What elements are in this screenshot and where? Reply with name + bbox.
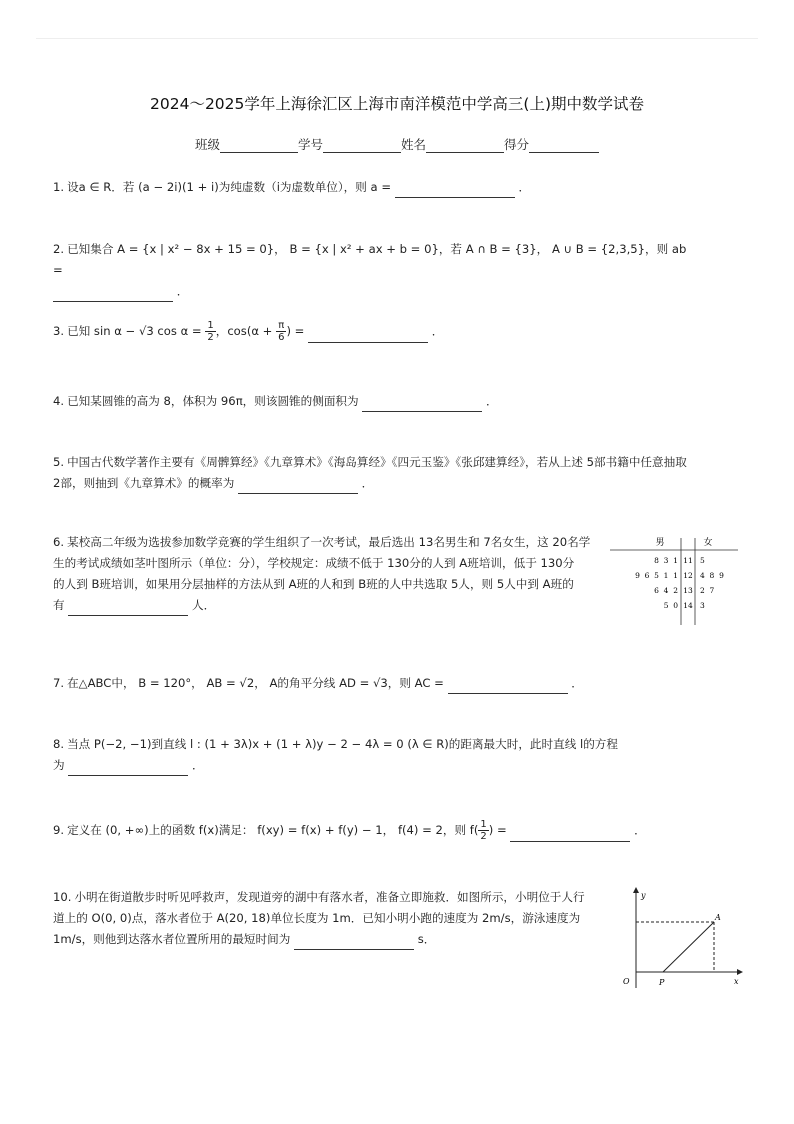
leaf-right: 2 7 [700,586,715,595]
id-label: 学号 [297,137,323,152]
answer-blank-10[interactable] [294,937,414,950]
id-field[interactable] [323,140,401,153]
class-field[interactable] [220,140,298,153]
answer-blank-7[interactable] [448,681,568,694]
question-6: 6. 某校高二年级为选拔参加数学竞赛的学生组织了一次考试，最后选出 13名男生和 7名女生，这 20名学 生的考试成绩如茎叶图所示（单位：分），学校规定：成绩不低于 130分的人到 A班培训，低于 130分 的人到 B班培训，如果用分层抽样的方法从到 A班的人和到 B班的人中共选取 5人，则 5人中到 A班的 有 人． [53,532,603,616]
question-2: 2. 已知集合 A = {x | x² − 8x + 15 = 0}， B = {x | x² + ax + b = 0}，若 A ∩ B = {3}， A ∪ B = {2,3,5}，则 ab = ． [53,239,693,302]
answer-blank-4[interactable] [362,399,482,412]
score-field[interactable] [529,140,599,153]
stem-value: 13 [683,586,693,595]
question-5: 5. 中国古代数学著作主要有《周髀算经》《九章算术》《海岛算经》《四元玉鉴》《张邱建算经》，若从上述 5部书籍中任意抽取 2部，则抽到《九章算术》的概率为 ． [53,452,753,494]
question-text: 已知某圆锥的高为 8，体积为 96π，则该圆锥的侧面积为 [67,394,359,408]
fraction: $\frac{1}{2}$ [480,819,487,842]
top-rule [36,38,758,39]
question-9: 9. 定义在 (0, +∞)上的函数 f(x)满足： f(xy) = f(x) + f(y) − 1， f(4) = 2，则 $f(\frac{1}{2})$ = ． [53,819,646,842]
leaf-left: 5 0 [663,601,678,610]
leaf-right: 5 [700,556,705,565]
origin-label: O [623,977,630,986]
answer-blank-6[interactable] [68,603,188,616]
x-axis-label: x [734,977,739,986]
question-1: 1. 设a ∈ R．若 (a − 2i)(1 + i)为纯虚数（i为虚数单位），则 a = ． [53,177,530,198]
answer-blank-5[interactable] [238,481,358,494]
question-text: 设a ∈ R．若 (a − 2i)(1 + i)为纯虚数（i为虚数单位），则 a = [67,180,392,194]
header-male: 男 [655,538,665,548]
page-title: 2024～2025学年上海徐汇区上海市南洋模范中学高三(上)期中数学试卷 [150,95,644,113]
question-10: 10. 小明在街道散步时听见呼救声，发现道旁的湖中有落水者，准备立即施救．如图所示，小明位于人行 道上的 O(0, 0)点，落水者位于 A(20, 18)单位长度为 1m．已知小明小跑的速度为 2m/s，游泳速度为 1m/s，则他到达落水者位置所用的最短时间为 s． [53,887,613,950]
answer-blank-9[interactable] [510,829,630,842]
name-label: 姓名 [401,137,427,152]
question-4: 4. 已知某圆锥的高为 8，体积为 96π，则该圆锥的侧面积为 ． [53,391,498,412]
question-3: 3. 已知 sin α − √3 $\cos \alpha = \frac{1}{2}$，$\cos(\alpha + \frac{\pi}{6})$ = ． [53,320,444,343]
class-label: 班级 [194,137,220,152]
question-text: 在△ABC中， B = 120°， AB = √2， A的角平分线 AD = √3，则 AC = [67,676,444,690]
stem-value: 14 [683,601,693,610]
student-info-line [0,135,794,153]
answer-blank-2[interactable] [53,289,173,302]
leaf-left: 8 3 1 [654,556,678,565]
fraction: $\frac{\pi}{6}$ [278,320,285,343]
name-field[interactable] [426,140,504,153]
question-7: 7. 在△ABC中， B = 120°， AB = √2， A的角平分线 AD = √3，则 AC = ． [53,673,583,694]
point-p-label: P [659,978,665,987]
stem-value: 11 [683,556,693,565]
answer-blank-8[interactable] [68,763,188,776]
stem-leaf-figure [608,533,740,627]
score-label: 得分 [504,137,530,152]
segment-pa [663,922,714,972]
header-female: 女 [703,538,713,548]
fraction: $\frac{1}{2}$ [207,320,214,343]
leaf-right: 4 8 9 [700,571,724,580]
y-axis-label: y [641,891,646,900]
coordinate-figure [608,884,744,994]
question-8: 8. 当点 P(−2, −1)到直线 l : (1 + 3λ)x + (1 + λ)y − 2 − 4λ = 0 (λ ∈ R)的距离最大时，此时直线 l的方程 为 ． [53,734,673,776]
leaf-right: 3 [700,601,705,610]
question-text: 已知集合 A = {x | x² − 8x + 15 = 0}， B = {x | x² + ax + b = 0}，若 A ∩ B = {3}， A ∪ B = {2,3,5}，则 ab = [53,242,687,277]
answer-blank-3[interactable] [308,330,428,343]
answer-blank-1[interactable] [395,185,515,198]
leaf-left: 6 4 2 [654,586,678,595]
leaf-left: 9 6 5 1 1 [635,571,678,580]
stem-value: 12 [683,571,693,580]
point-a-label: A [715,913,721,922]
